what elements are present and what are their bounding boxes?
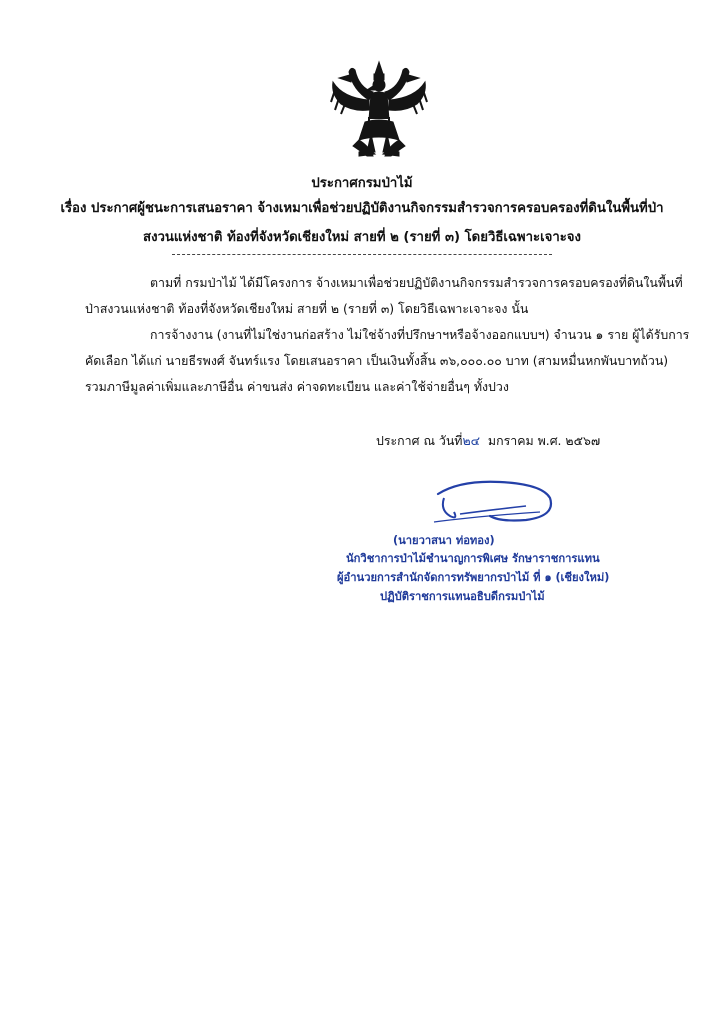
subject-line-1: เรื่อง ประกาศผู้ชนะการเสนอราคา จ้างเหมาเพื่อช่วยปฏิบัติงานกิจกรรมสำรวจการครอบครองที่ดินในพื้นที่ป่า	[60, 201, 664, 216]
paragraph-2-line-3: รวมภาษีมูลค่าเพิ่มและภาษีอื่น ค่าขนส่ง ค่าจดทะเบียน และค่าใช้จ่ายอื่นๆ ทั้งปวง	[85, 379, 509, 394]
date-day: ๒๔	[462, 433, 481, 448]
date-prefix: ประกาศ ณ วันที่	[376, 433, 463, 448]
signer-position-3: ปฏิบัติราชการแทนอธิบดีกรมป่าไม้	[380, 590, 545, 603]
announcement-date	[376, 432, 600, 451]
signer-position-1: นักวิชาการป่าไม้ชำนาญการพิเศษ รักษาราชการแทน	[346, 552, 600, 565]
paragraph-2-line-1: การจ้างงาน (งานที่ไม่ใช่งานก่อสร้าง ไม่ใช่จ้างที่ปรึกษาฯหรือจ้างออกแบบฯ) จำนวน ๑ ราย ผู้ได้รับการ	[150, 327, 690, 342]
date-month-year: มกราคม พ.ศ. ๒๕๖๗	[487, 433, 601, 448]
paragraph-2-line-2: คัดเลือก ได้แก่ นายธีรพงศ์ จันทร์แรง โดยเสนอราคา เป็นเงินทั้งสิ้น ๓๖,๐๐๐.๐๐ บาท (สามหมื่นหกพันบาทถ้วน)	[85, 353, 669, 368]
paragraph-1-line-2: ป่าสงวนแห่งชาติ ท้องที่จังหวัดเชียงใหม่ สายที่ ๒ (รายที่ ๓) โดยวิธีเฉพาะเจาะจง นั้น	[85, 301, 529, 316]
separator-line	[172, 254, 552, 255]
signer-position-2: ผู้อำนวยการสำนักจัดการทรัพยากรป่าไม้ ที่ ๑ (เชียงใหม่)	[337, 571, 610, 584]
subject-line-2: สงวนแห่งชาติ ท้องที่จังหวัดเชียงใหม่ สายที่ ๒ (รายที่ ๓) โดยวิธีเฉพาะเจาะจง	[143, 230, 581, 245]
handwritten-signature	[430, 476, 560, 532]
signer-name: (นายวาสนา ท่อทอง)	[393, 534, 495, 547]
garuda-emblem-icon	[329, 60, 429, 160]
paragraph-1-line-1: ตามที่ กรมป่าไม้ ได้มีโครงการ จ้างเหมาเพื่อช่วยปฏิบัติงานกิจกรรมสำรวจการครอบครองที่ดินในพื้นที่	[150, 275, 683, 290]
organization-title: ประกาศกรมป่าไม้	[311, 176, 413, 191]
